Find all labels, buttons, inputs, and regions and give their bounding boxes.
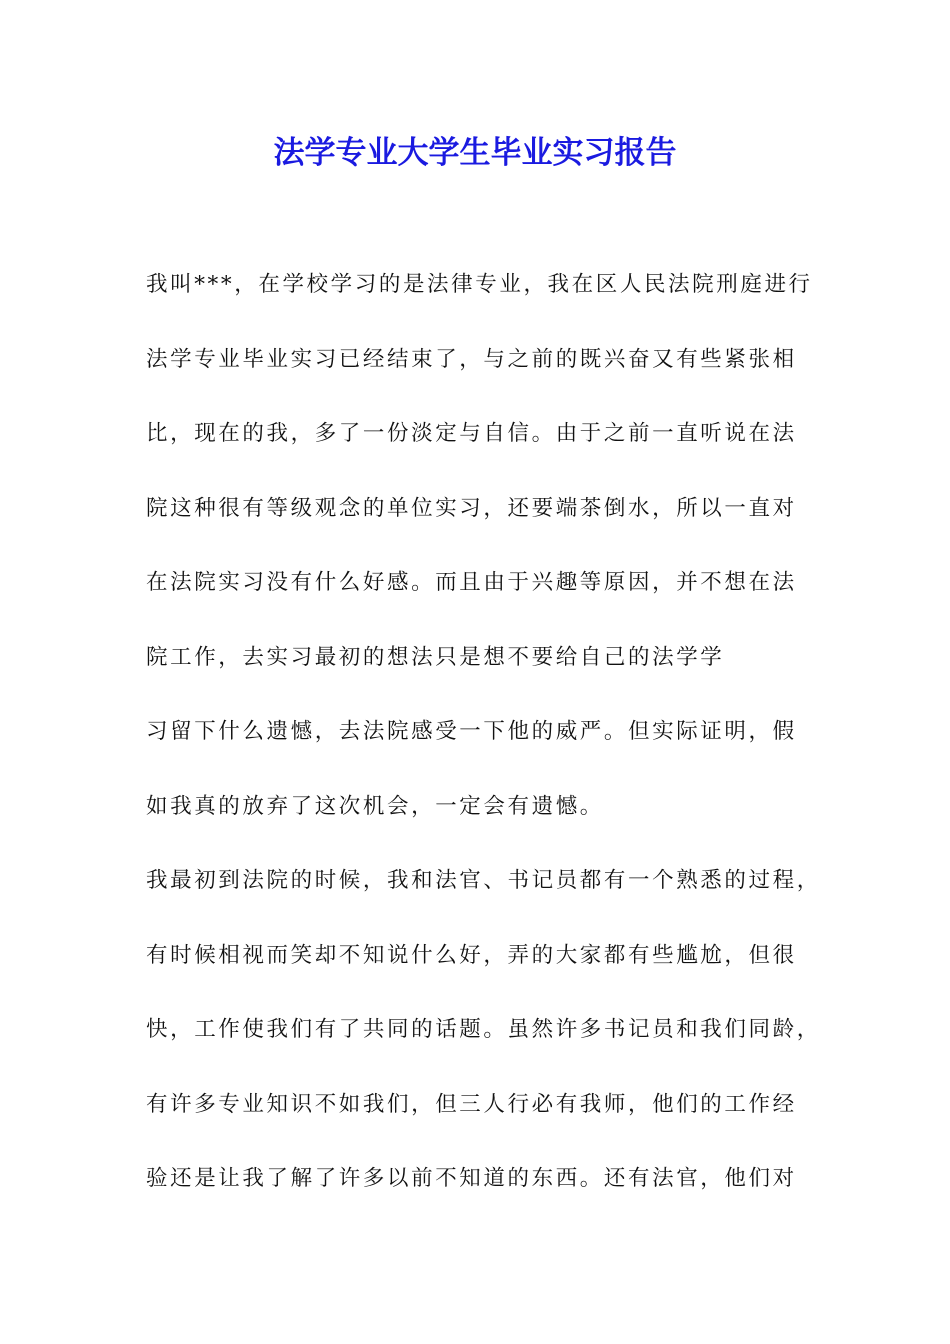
body-line: 院工作，去实习最初的想法只是想不要给自己的法学学 [146, 644, 725, 670]
document-body [146, 262, 836, 1231]
body-line: 如我真的放弃了这次机会，一定会有遗憾。 [146, 793, 604, 819]
body-line: 法学专业毕业实习已经结束了，与之前的既兴奋又有些紧张相 [146, 346, 797, 372]
body-line: 有时候相视而笑却不知说什么好，弄的大家都有些尴尬，但很 [146, 942, 797, 968]
body-line: 在法院实习没有什么好感。而且由于兴趣等原因，并不想在法 [146, 570, 797, 595]
body-line: 验还是让我了解了许多以前不知道的东西。还有法官，他们对 [146, 1166, 797, 1191]
body-line: 快，工作使我们有了共同的话题。虽然许多书记员和我们同龄， [146, 1017, 821, 1042]
body-line: 我最初到法院的时候，我和法官、书记员都有一个熟悉的过程， [146, 868, 821, 893]
body-line: 有许多专业知识不如我们，但三人行必有我师，他们的工作经 [146, 1091, 797, 1117]
body-line: 比，现在的我，多了一份淡定与自信。由于之前一直听说在法 [146, 421, 797, 446]
body-line: 我叫***，在学校学习的是法律专业，我在区人民法院刑庭进行 [146, 272, 813, 297]
body-line: 院这种很有等级观念的单位实习，还要端茶倒水，所以一直对 [146, 495, 797, 521]
body-line: 习留下什么遗憾，去法院感受一下他的威严。但实际证明，假 [146, 719, 797, 744]
document-title: 法学专业大学生毕业实习报告 [273, 135, 677, 171]
